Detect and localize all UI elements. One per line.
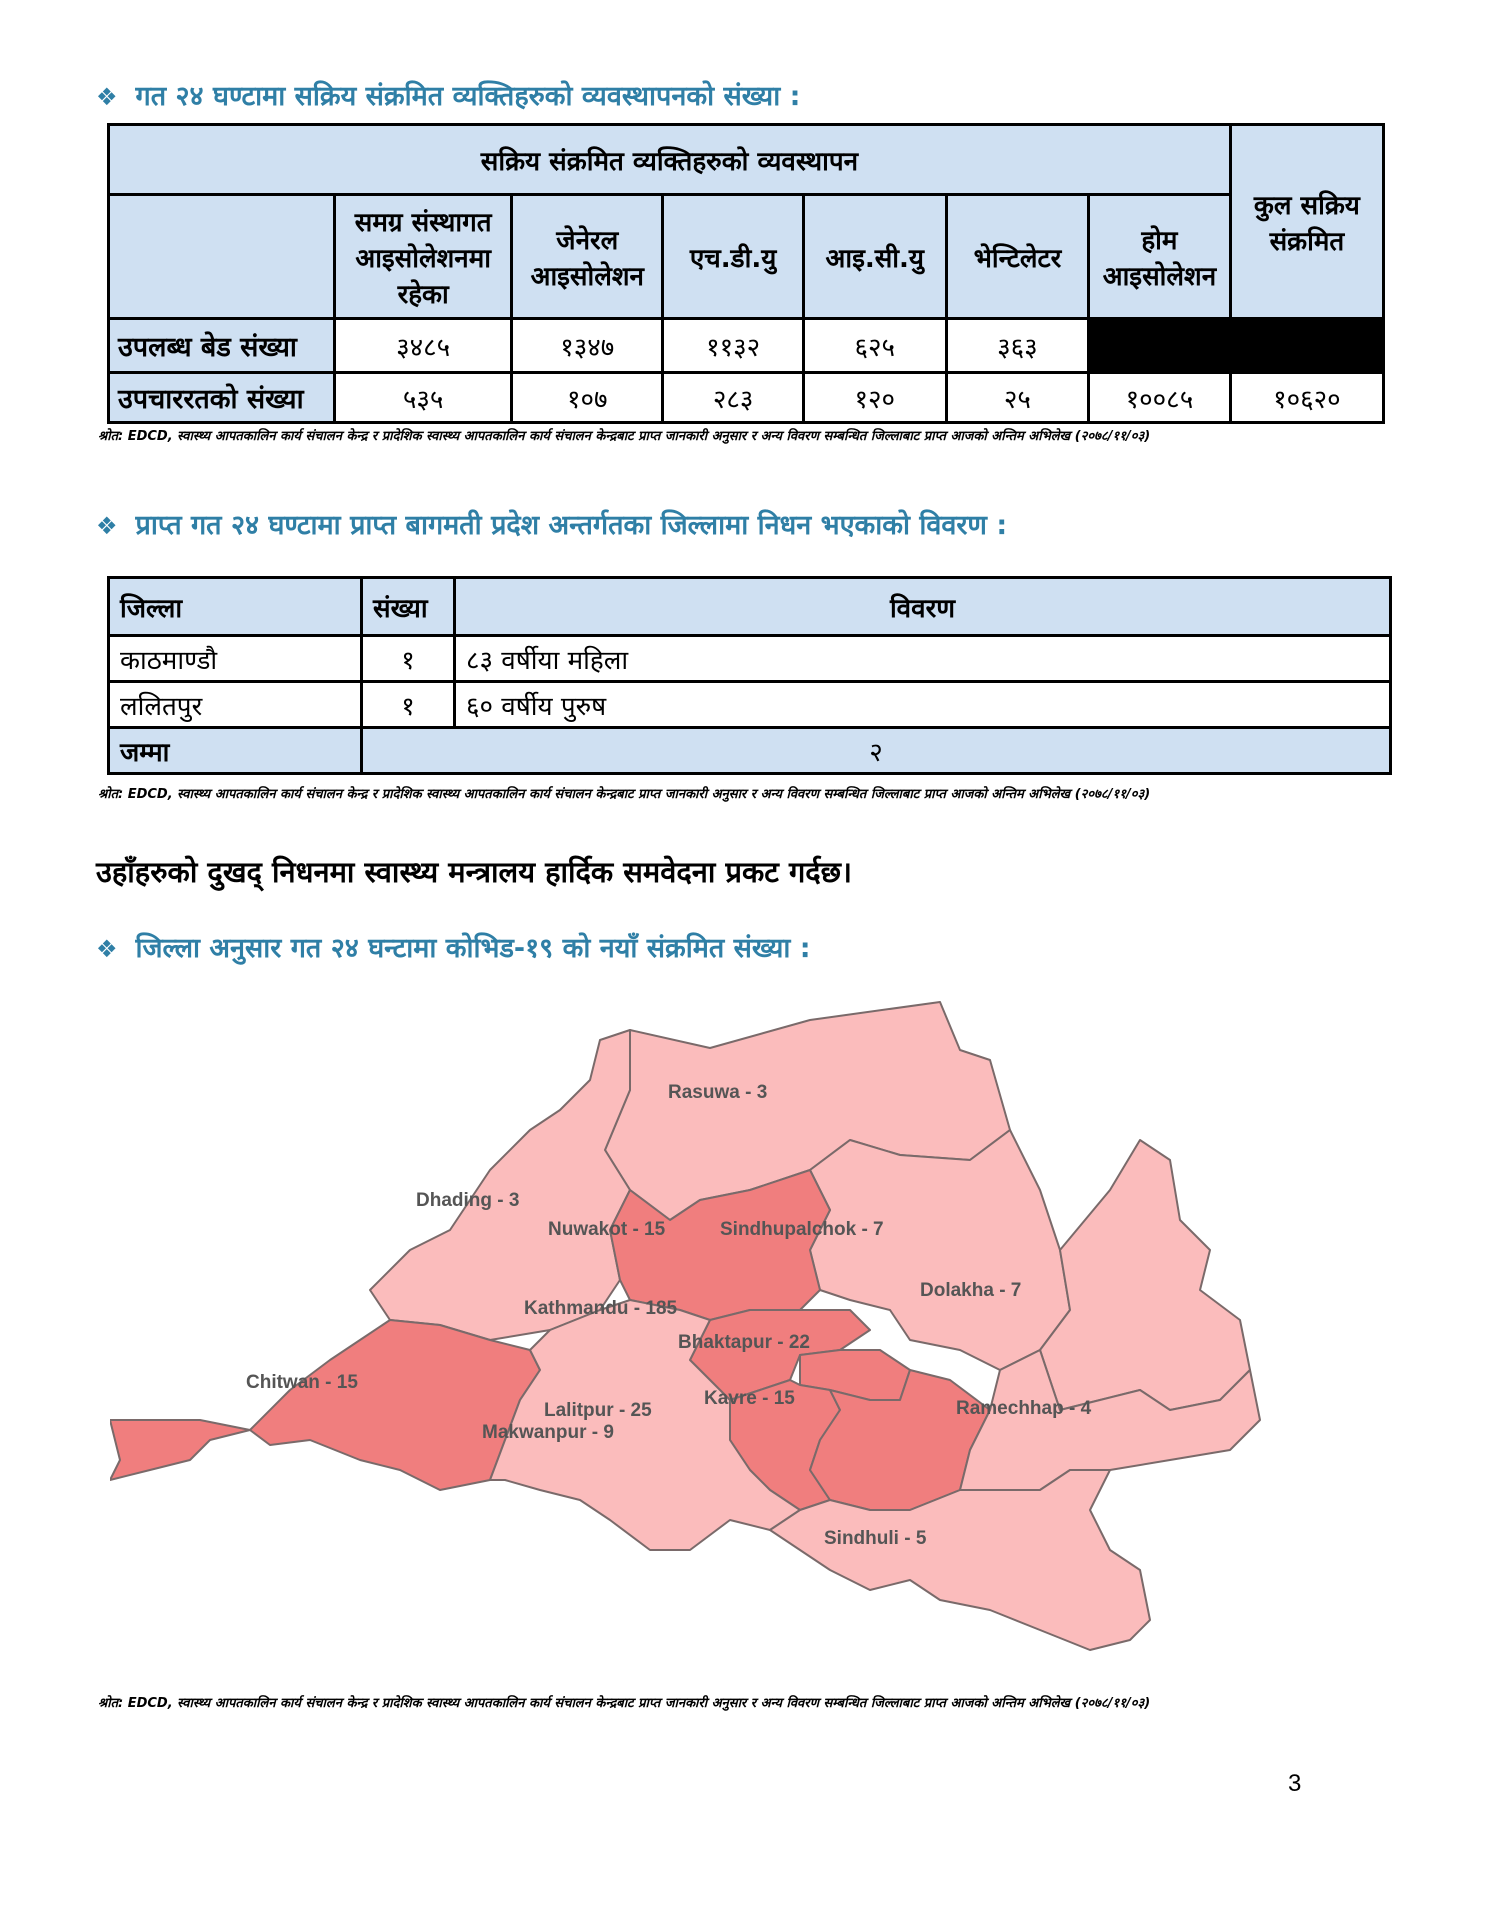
map-label-nuwakot: Nuwakot - 15 [548,1219,666,1240]
blacked-out-cell [1230,319,1383,373]
source-note: श्रोत: EDCD, स्वास्थ्य आपतकालिन कार्य संचालन केन्द्र र प्रादेशिक स्वास्थ्य आपतकालिन कार्य संचालन केन्द्रबाट प्राप्त जानकारी अनुसार र अन्य विवरण सम्बन्धित जिल्लाबाट प्राप्त आजको अन्तिम अभिलेख (२०७८/११/०३) [98,1696,1151,1711]
map-label-ramechhap: Ramechhap - 4 [956,1398,1092,1419]
col-header: एच.डी.यु [663,195,803,319]
empty-corner [109,195,335,319]
map-label-bhaktapur: Bhaktapur - 22 [678,1332,810,1353]
map-label-kavre: Kavre - 15 [704,1388,795,1409]
table-row: उपचाररतको संख्या ५३५ १०७ २८३ १२० २५ १००८५ १०६२० [109,373,1384,423]
map-label-kathmandu: Kathmandu - 185 [524,1298,678,1319]
diamond-bullet-icon: ❖ [96,935,118,963]
active-cases-table [107,123,1385,424]
section2-heading: ❖ प्राप्त गत २४ घण्टामा प्राप्त बागमती प्रदेश अन्तर्गतका जिल्लामा निधन भएकाको विवरण : [96,510,1008,541]
section3-heading: ❖ जिल्ला अनुसार गत २४ घन्टामा कोभिड-१९ को नयाँ संक्रमित संख्या : [96,933,811,964]
district-map [110,990,1360,1680]
col-header: समग्र संस्थागत आइसोलेशनमा रहेका [335,195,512,319]
source-note: श्रोत: EDCD, स्वास्थ्य आपतकालिन कार्य संचालन केन्द्र र प्रादेशिक स्वास्थ्य आपतकालिन कार्य संचालन केन्द्रबाट प्राप्त जानकारी अनुसार र अन्य विवरण सम्बन्धित जिल्लाबाट प्राप्त आजको अन्तिम अभिलेख (२०७८/११/०३) [98,429,1151,444]
col-header: संख्या [362,578,455,636]
condolence-message: उहाँहरुको दुखद् निधनमा स्वास्थ्य मन्त्रालय हार्दिक समवेदना प्रकट गर्दछ। [96,855,853,889]
group-header: सक्रिय संक्रमित व्यक्तिहरुको व्यवस्थापन [109,125,1231,195]
table-row: काठमाण्डौ १ ८३ वर्षीया महिला [109,636,1391,682]
col-header: होम आइसोलेशन [1089,195,1231,319]
table-row: ललितपुर १ ६० वर्षीय पुरुष [109,682,1391,728]
total-row: जम्मा २ [109,728,1391,774]
district-chitwan [110,1320,540,1490]
table-row: उपलब्ध बेड संख्या ३४८५ १३४७ ११३२ ६२५ ३६३ [109,319,1384,373]
map-label-chitwan: Chitwan - 15 [246,1372,358,1393]
map-label-rasuwa: Rasuwa - 3 [668,1082,768,1103]
deaths-table [107,576,1392,775]
col-header: विवरण [455,578,1391,636]
section1-heading: ❖ गत २४ घण्टामा सक्रिय संक्रमित व्यक्तिहरुको व्यवस्थापनको संख्या : [96,81,801,112]
page-number: 3 [1288,1770,1302,1797]
total-header: कुल सक्रिय संक्रमित [1230,125,1383,319]
source-note: श्रोत: EDCD, स्वास्थ्य आपतकालिन कार्य संचालन केन्द्र र प्रादेशिक स्वास्थ्य आपतकालिन कार्य संचालन केन्द्रबाट प्राप्त जानकारी अनुसार र अन्य विवरण सम्बन्धित जिल्लाबाट प्राप्त आजको अन्तिम अभिलेख (२०७८/११/०३) [98,787,1151,802]
district-dhading [370,1030,630,1340]
col-header: भेन्टिलेटर [946,195,1088,319]
col-header: आइ.सी.यु [803,195,946,319]
col-header: जेनेरल आइसोलेशन [512,195,663,319]
map-label-sindhuli: Sindhuli - 5 [824,1528,927,1549]
map-label-makwanpur: Makwanpur - 9 [482,1422,614,1443]
col-header: जिल्ला [109,578,362,636]
map-label-lalitpur: Lalitpur - 25 [544,1400,652,1421]
district-dolakha [1040,1140,1250,1410]
diamond-bullet-icon: ❖ [96,83,118,111]
map-label-dolakha: Dolakha - 7 [920,1280,1022,1301]
map-label-dhading: Dhading - 3 [416,1190,520,1211]
diamond-bullet-icon: ❖ [96,512,118,540]
map-label-sindhupalchok: Sindhupalchok - 7 [720,1219,884,1240]
blacked-out-cell [1089,319,1231,373]
